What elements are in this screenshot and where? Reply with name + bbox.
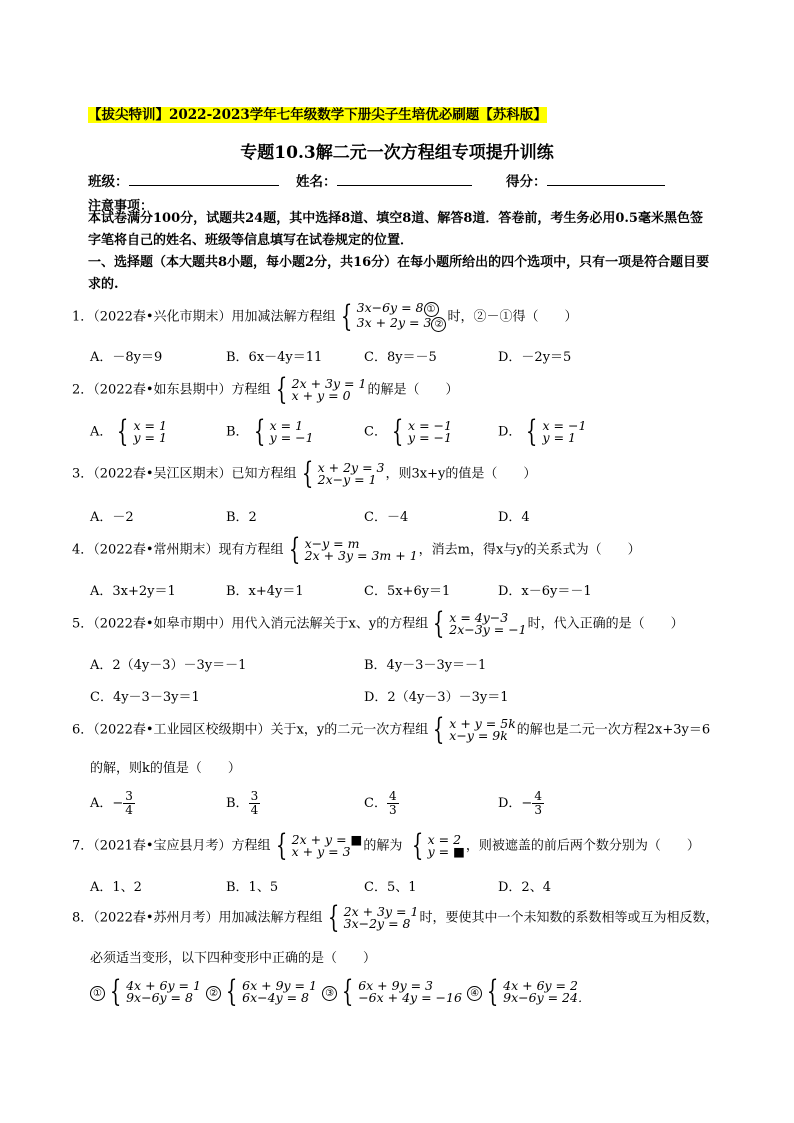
equation-system: { x + y = 5k x−y = 9k	[433, 712, 516, 747]
question-3-stem: 3．（2022春•吴江区期末）已知方程组	[72, 466, 297, 482]
equation-system: { 2x + y = ■ x + y = 3	[275, 828, 363, 863]
option-a[interactable]: A．− $\frac{3}{4}$	[90, 789, 133, 817]
class-field	[88, 170, 279, 190]
question-6-continued: 的解，则k的值是（ ）	[90, 761, 241, 776]
option-b[interactable]: B．4y－3－3y＝－1	[364, 658, 487, 673]
notice-text: 本试卷满分100分，试题共24题，其中选择8道、填空8道、解答8道．答卷前，考生务必用0.5毫米黑色签字笔将自己的姓名、班级等信息填写在试卷规定的位置．	[88, 211, 703, 248]
option-c[interactable]: C． { x = −1 y = −1	[364, 414, 452, 449]
name-blank[interactable]	[337, 173, 472, 186]
question-6-stem: 6．（2022春•工业园区校级期中）关于x，y的二元一次方程组	[72, 722, 429, 738]
option-c[interactable]: C．－4	[364, 510, 409, 525]
option-4[interactable]: ④ { 4x + 6y = 2 9x−6y = 24．	[467, 985, 591, 1000]
option-1[interactable]: ① { 4x + 6y = 1 9x−6y = 8	[90, 985, 202, 1000]
question-6: 6．（2022春•工业园区校级期中）关于x，y的二元一次方程组 { x + y = 5k x−y = 9k 的解也是二元一次方程2x+3y＝6	[72, 712, 711, 747]
option-b[interactable]: B．x+4y＝1	[226, 584, 304, 599]
option-b[interactable]: B． { x = 1 y = −1	[226, 414, 314, 449]
option-a[interactable]: A．－2	[90, 510, 134, 525]
equation-system: { 2x + 3y = 1 x + y = 0	[275, 372, 367, 407]
equation-system: { x + 2y = 3 2x−y = 1	[301, 456, 385, 491]
question-7: 7．（2021春•宝应县月考）方程组 { 2x + y = ■ x + y = 3 的解为 { x = 2 y = ■ ，则被遮盖的前后两个数分别为（ ）	[72, 828, 700, 863]
question-4-stem: 4．（2022春•常州期末）现有方程组	[72, 542, 284, 558]
option-a[interactable]: A．1、2	[90, 880, 142, 895]
circled-3-icon: ③	[322, 986, 337, 1001]
option-c[interactable]: C．8y＝－5	[364, 350, 437, 365]
option-3[interactable]: ③ { 6x + 9y = 3 −6x + 4y = −16	[322, 985, 463, 1000]
option-d[interactable]: D．2（4y－3）－3y＝1	[364, 690, 509, 705]
option-d[interactable]: D．x－6y＝－1	[498, 584, 592, 599]
option-d[interactable]: D． { x = −1 y = 1	[498, 414, 587, 449]
transform-options	[90, 974, 591, 1009]
question-5: 5．（2022春•如皋市期中）用代入消元法解关于x、y的方程组 { x = 4y−3 2x−3y = −1 时，代入正确的是（ ）	[72, 606, 684, 641]
score-blank[interactable]	[547, 173, 665, 186]
marker-2-icon: ②	[431, 317, 446, 332]
question-8-continued: 必须适当变形，以下四种变形中正确的是（ ）	[90, 951, 377, 966]
question-2: 2．（2022春•如东县期中）方程组 { 2x + 3y = 1 x + y = 0 的解是（ ）	[72, 372, 459, 407]
score-field	[506, 170, 665, 190]
circled-1-icon: ①	[90, 986, 105, 1001]
question-8-stem: 8．（2022春•苏州月考）用加减法解方程组	[72, 910, 323, 926]
score-label: 得分：	[506, 174, 547, 190]
question-7-stem: 7．（2021春•宝应县月考）方程组	[72, 838, 271, 854]
series-banner: 【拔尖特训】2022-2023学年七年级数学下册尖子生培优必刷题【苏科版】	[88, 107, 547, 123]
page-title: 专题10.3解二元一次方程组专项提升训练	[240, 143, 554, 163]
question-5-stem: 5．（2022春•如皋市期中）用代入消元法解关于x、y的方程组	[72, 616, 429, 632]
option-2[interactable]: ② { 6x + 9y = 1 6x−4y = 8	[206, 985, 318, 1000]
option-c[interactable]: C．4y－3－3y＝1	[90, 690, 200, 705]
option-b[interactable]: B．2	[226, 510, 257, 525]
circled-4-icon: ④	[467, 986, 482, 1001]
marker-1-icon: ①	[424, 302, 439, 317]
option-d[interactable]: D．4	[498, 510, 530, 525]
question-2-stem: 2．（2022春•如东县期中）方程组	[72, 382, 271, 398]
option-d[interactable]: D．－2y＝5	[498, 350, 572, 365]
question-1-stem: 1．（2022春•兴化市期末）用加减法解方程组	[72, 309, 336, 325]
option-b[interactable]: B．1、5	[226, 880, 279, 895]
equation-system: { 3x−6y = 8 ① 3x + 2y = 3 ②	[337, 302, 447, 332]
option-a[interactable]: A． { x = 1 y = 1	[90, 414, 167, 449]
option-a[interactable]: A．－8y＝9	[90, 350, 163, 365]
option-d[interactable]: D．2、4	[498, 880, 551, 895]
option-a[interactable]: A．2（4y－3）－3y＝－1	[90, 658, 247, 673]
question-1: 1．（2022春•兴化市期末）用加减法解方程组 { 3x−6y = 8 ① 3x + 2y = 3 ② 时，②－①得（ ）	[72, 299, 578, 334]
equation-system: { 2x + 3y = 1 3x−2y = 8	[327, 900, 419, 935]
question-3: 3．（2022春•吴江区期末）已知方程组 { x + 2y = 3 2x−y = 1 ，则3x+y的值是（ ）	[72, 456, 537, 491]
solution-system: { x = 2 y = ■	[411, 828, 465, 863]
notice-heading: 注意事项：	[88, 199, 154, 214]
option-d[interactable]: D．− $\frac{4}{3}$	[498, 789, 542, 817]
circled-2-icon: ②	[206, 986, 221, 1001]
class-blank[interactable]	[129, 173, 279, 186]
equation-system: { x−y = m 2x + 3y = 3m + 1	[288, 532, 418, 567]
option-c[interactable]: C．5x+6y＝1	[364, 584, 451, 599]
option-c[interactable]: C．5、1	[364, 880, 417, 895]
question-4: 4．（2022春•常州期末）现有方程组 { x−y = m 2x + 3y = 3m + 1 ，消去m，得x与y的关系式为（ ）	[72, 532, 641, 567]
name-field	[296, 170, 472, 190]
equation-system: { x = 4y−3 2x−3y = −1	[433, 606, 527, 641]
option-b[interactable]: B． $\frac{3}{4}$	[226, 789, 259, 817]
option-c[interactable]: C． $\frac{4}{3}$	[364, 789, 397, 817]
option-b[interactable]: B．6x－4y＝11	[226, 350, 323, 365]
question-8: 8．（2022春•苏州月考）用加减法解方程组 { 2x + 3y = 1 3x−2y = 8 时，要使其中一个未知数的系数相等或互为相反数，	[72, 900, 719, 935]
option-a[interactable]: A．3x+2y＝1	[90, 584, 176, 599]
section-heading: 一、选择题（本大题共8小题，每小题2分，共16分）在每小题所给出的四个选项中，只有一项是符合题目要求的.	[88, 255, 710, 292]
class-label: 班级：	[88, 174, 129, 190]
name-label: 姓名：	[296, 174, 337, 190]
